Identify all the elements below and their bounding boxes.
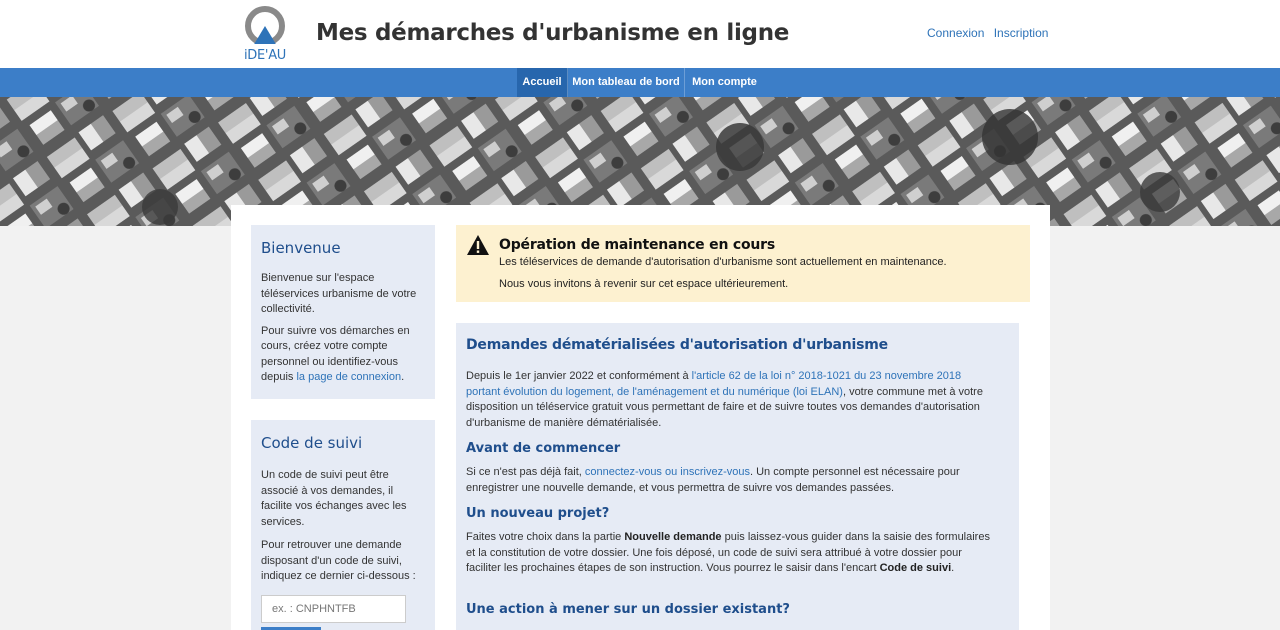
logo-icon bbox=[241, 4, 289, 48]
site-title: Mes démarches d'urbanisme en ligne bbox=[316, 20, 790, 46]
heading-nouveau-projet: Un nouveau projet? bbox=[466, 506, 610, 521]
info-panel bbox=[456, 323, 1019, 630]
signup-link[interactable]: Inscription bbox=[993, 26, 1049, 40]
elan-law-link[interactable]: l'article 62 de la loi n° 2018-1021 du 23 novembre 2018 portant évolution du logement, de l'aménagement et du numérique (loi ELAN) bbox=[466, 370, 962, 398]
heading-action-dossier-existant: Une action à mener sur un dossier existant? bbox=[466, 602, 790, 617]
alert-line-1: Les téléservices de demande d'autorisation d'urbanisme sont actuellement en maintenance. bbox=[499, 256, 947, 268]
nav-accueil[interactable]: Accueil bbox=[517, 68, 568, 97]
welcome-login-text: Pour suivre vos démarches en cours, créez votre compte personnel ou identifiez-vous depuis la page de connexion. bbox=[261, 324, 410, 383]
connect-register-link[interactable]: connectez-vous ou inscrivez-vous bbox=[584, 466, 750, 478]
maintenance-alert bbox=[456, 225, 1030, 302]
welcome-text: Bienvenue sur l'espace téléservices urbanisme de votre collectivité. bbox=[261, 272, 417, 315]
alert-line-2: Nous vous invitons à revenir sur cet espace ultérieurement. bbox=[499, 278, 789, 290]
tracking-title: Code de suivi bbox=[261, 434, 363, 452]
info-title: Demandes dématérialisées d'autorisation d'urbanisme bbox=[466, 337, 888, 353]
login-link[interactable]: Connexion bbox=[927, 26, 985, 40]
before-text: Si ce n'est pas déjà fait, connectez-vous ou inscrivez-vous. Un compte personnel est nécessaire pour enregistrer une nouvelle demande, et vous permettra de suivre vos demandes passées. bbox=[466, 466, 960, 494]
alert-title: Opération de maintenance en cours bbox=[499, 237, 776, 253]
warning-icon bbox=[466, 234, 490, 256]
new-project-text: Faites votre choix dans la partie Nouvelle demande puis laissez-vous guider dans la saisie des formulaires et la constitution de votre dossier. Une fois déposé, un code de suivi sera attribué à votre dossier pour faciliter les prochaines étapes de son instruction. Vous pourrez le saisir dans l'encart Code de suivi. bbox=[466, 531, 990, 574]
nav-tableau-de-bord[interactable]: Mon tableau de bord bbox=[568, 68, 685, 97]
tracking-code-input[interactable] bbox=[261, 595, 406, 623]
content-card bbox=[231, 205, 1050, 630]
welcome-box bbox=[251, 225, 435, 399]
logo-text: iDE'AU bbox=[243, 48, 287, 63]
main-navbar bbox=[0, 68, 1280, 97]
account-links bbox=[927, 26, 1054, 40]
info-intro: Depuis le 1er janvier 2022 et conformément à l'article 62 de la loi n° 2018-1021 du 23 novembre 2018 portant évolution du logement, de l'aménagement et du numérique (loi ELAN), votre commune met à votre disposition un téléservice gratuit vous permettant de faire et de suivre toutes vos demandes d'autorisation d'urbanisme de manière dématérialisée. bbox=[466, 370, 983, 429]
site-logo[interactable] bbox=[241, 4, 289, 66]
site-header bbox=[0, 0, 1280, 68]
nav-mon-compte[interactable]: Mon compte bbox=[692, 76, 757, 88]
login-page-link[interactable]: la page de connexion bbox=[296, 371, 402, 383]
tracking-text: Un code de suivi peut être associé à vos demandes, il facilite vos échanges avec les services. bbox=[261, 469, 407, 528]
welcome-title: Bienvenue bbox=[261, 239, 341, 257]
tracking-help-text: Pour retrouver une demande disposant d'un code de suivi, indiquez ce dernier ci-dessous : bbox=[261, 539, 416, 582]
heading-avant-de-commencer: Avant de commencer bbox=[466, 441, 621, 456]
tracking-code-box bbox=[251, 420, 435, 630]
